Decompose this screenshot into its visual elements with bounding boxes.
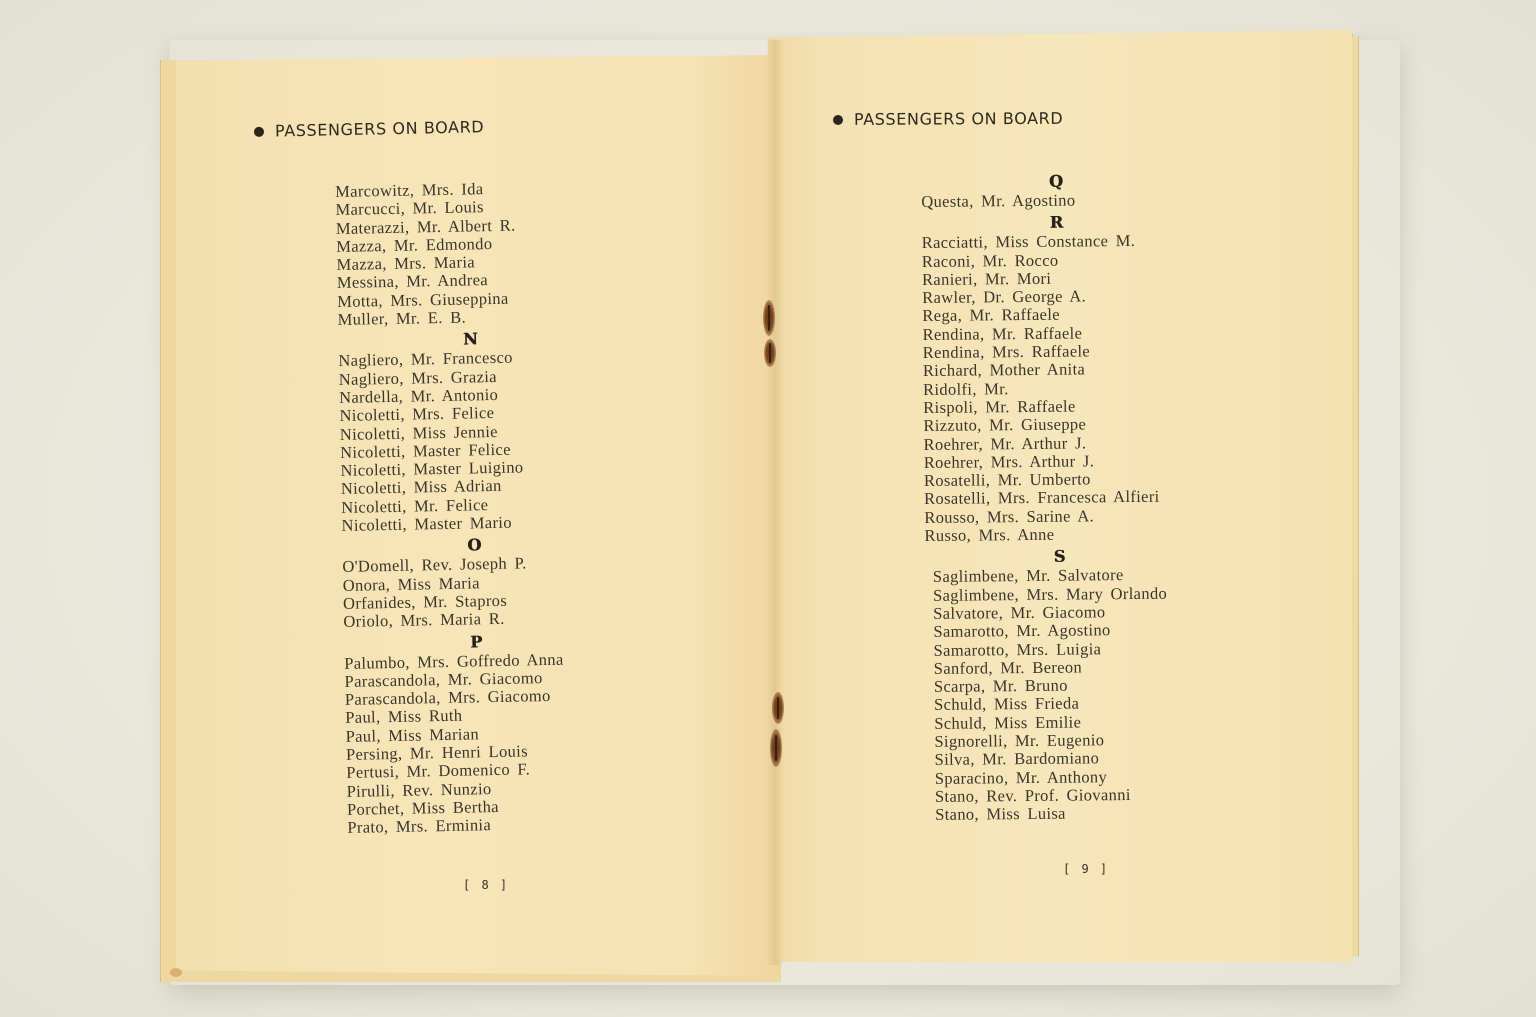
passenger-entry: Nagliero, Mr. Francesco: [338, 347, 513, 371]
passenger-entry: Paul, Miss Marian: [345, 724, 480, 746]
passenger-section: [921, 212, 1254, 545]
book-gutter: [766, 40, 784, 965]
passenger-entry: Ranieri, Mr. Mori: [921, 268, 1052, 289]
passenger-entry: Nicoletti, Master Felice: [339, 439, 511, 462]
passenger-entry: Materazzi, Mr. Albert R.: [335, 215, 516, 238]
passenger-entry: Motta, Mrs. Giuseppina: [337, 288, 509, 311]
passenger-entry: Signorelli, Mr. Eugenio: [934, 730, 1105, 751]
section-letter: P: [469, 631, 483, 652]
passenger-entry: Orfanides, Mr. Stapros: [342, 590, 508, 613]
page-number: [ 9 ]: [1063, 862, 1110, 876]
passenger-section: [335, 177, 658, 329]
passenger-entry: Silva, Mr. Bardomiano: [934, 748, 1100, 770]
passenger-entry: Muller, Mr. E. B.: [337, 307, 467, 330]
passenger-section: [338, 327, 662, 535]
passenger-entry: Stano, Rev. Prof. Giovanni: [934, 784, 1131, 806]
passenger-entry: Sparacino, Mr. Anthony: [934, 766, 1108, 788]
section-letter: O: [467, 535, 482, 555]
passenger-entry: Palumbo, Mrs. Goffredo Anna: [344, 649, 564, 673]
passenger-entry: Rendina, Mrs. Raffaele: [922, 341, 1091, 363]
passenger-entry: Richard, Mother Anita: [922, 359, 1086, 381]
passenger-entry: Nicoletti, Miss Jennie: [339, 421, 499, 444]
passenger-entry: Pertusi, Mr. Domenico F.: [346, 759, 531, 783]
passenger-entry: Marcucci, Mr. Louis: [335, 197, 484, 220]
passenger-entry: Russo, Mrs. Anne: [924, 524, 1055, 546]
passenger-entry: Rosatelli, Mrs. Francesca Alfieri: [924, 487, 1160, 509]
passenger-entry: Sanford, Mr. Bereon: [933, 657, 1083, 678]
right-page-header: [833, 109, 1063, 129]
passenger-entry: Nardella, Mr. Antonio: [338, 384, 499, 407]
passenger-entry: Nicoletti, Mrs. Felice: [339, 403, 495, 426]
passenger-entry: Nicoletti, Master Luigino: [340, 457, 524, 481]
staple-hole-icon: [770, 729, 782, 767]
passenger-entry: Paul, Miss Ruth: [345, 706, 463, 728]
passenger-entry: Stano, Miss Luisa: [935, 803, 1066, 825]
passenger-entry: Marcowitz, Mrs. Ida: [334, 179, 484, 201]
passenger-entry: Samarotto, Mrs. Luigia: [933, 638, 1102, 660]
passenger-entry: Pirulli, Rev. Nunzio: [346, 778, 492, 801]
passenger-entry: Rendina, Mr. Raffaele: [922, 323, 1083, 344]
passenger-entry: Schuld, Miss Emilie: [934, 712, 1082, 733]
passenger-entry: Prato, Mrs. Erminia: [347, 815, 492, 838]
passenger-entry: Roehrer, Mr. Arthur J.: [923, 432, 1087, 454]
passenger-entry: Parascandola, Mr. Giacomo: [344, 667, 543, 691]
passenger-entry: Saglimbene, Mrs. Mary Orlando: [932, 583, 1168, 605]
staple-hole-icon: [763, 300, 775, 336]
right-passenger-list: [921, 171, 1257, 825]
page-number: [ 8 ]: [463, 878, 510, 892]
header-title: PASSENGERS ON BOARD: [853, 108, 1064, 129]
passenger-entry: Raconi, Mr. Rocco: [921, 250, 1059, 271]
passenger-entry: Messina, Mr. Andrea: [336, 270, 489, 293]
passenger-section: [921, 171, 1251, 211]
passenger-entry: O'Domell, Rev. Joseph P.: [342, 553, 527, 577]
passenger-entry: Porchet, Miss Bertha: [346, 796, 500, 819]
passenger-entry: Samarotto, Mr. Agostino: [933, 620, 1111, 642]
passenger-entry: Scarpa, Mr. Bruno: [933, 675, 1068, 697]
section-letter: Q: [1048, 171, 1064, 191]
passenger-entry: Nicoletti, Master Mario: [341, 512, 513, 535]
passenger-entry: Racciatti, Miss Constance M.: [921, 231, 1136, 253]
staple-hole-icon: [772, 692, 784, 724]
passenger-entry: Questa, Mr. Agostino: [921, 190, 1076, 211]
bullet-icon: [833, 114, 843, 124]
passenger-entry: Persing, Mr. Henri Louis: [345, 741, 529, 764]
passenger-entry: Rizzuto, Mr. Giuseppe: [923, 414, 1087, 436]
paper-stain: [170, 968, 182, 977]
left-passenger-list: [335, 177, 668, 838]
bullet-icon: [254, 126, 264, 136]
passenger-entry: Mazza, Mrs. Maria: [336, 252, 476, 275]
passenger-entry: Schuld, Miss Frieda: [934, 693, 1080, 715]
passenger-entry: Ridolfi, Mr.: [922, 378, 1009, 399]
passenger-section: [925, 546, 1258, 824]
passenger-entry: Salvatore, Mr. Giacomo: [933, 602, 1106, 623]
section-letter: N: [462, 329, 479, 349]
passenger-entry: Rega, Mr. Raffaele: [922, 305, 1060, 326]
passenger-section: [342, 533, 664, 631]
passenger-entry: Rousso, Mrs. Sarine A.: [924, 506, 1095, 527]
section-letter: S: [1053, 546, 1066, 567]
passenger-entry: Rispoli, Mr. Raffaele: [923, 396, 1076, 417]
passenger-section: [344, 629, 668, 837]
passenger-entry: Parascandola, Mrs. Giacomo: [344, 686, 551, 710]
passenger-entry: Oriolo, Mrs. Maria R.: [343, 609, 505, 632]
passenger-entry: Onora, Miss Maria: [342, 572, 480, 595]
passenger-entry: Rosatelli, Mr. Umberto: [923, 469, 1091, 491]
passenger-entry: Nagliero, Mrs. Grazia: [338, 366, 498, 389]
header-title: PASSENGERS ON BOARD: [274, 117, 485, 141]
passenger-entry: Roehrer, Mrs. Arthur J.: [923, 451, 1095, 472]
passenger-entry: Saglimbene, Mr. Salvatore: [932, 565, 1124, 587]
passenger-entry: Nicoletti, Mr. Felice: [341, 494, 489, 517]
passenger-entry: Rawler, Dr. George A.: [922, 286, 1087, 308]
staple-hole-icon: [764, 339, 776, 367]
passenger-entry: Mazza, Mr. Edmondo: [336, 233, 493, 256]
section-letter: R: [1049, 212, 1064, 233]
passenger-entry: Nicoletti, Miss Adrian: [340, 476, 502, 499]
